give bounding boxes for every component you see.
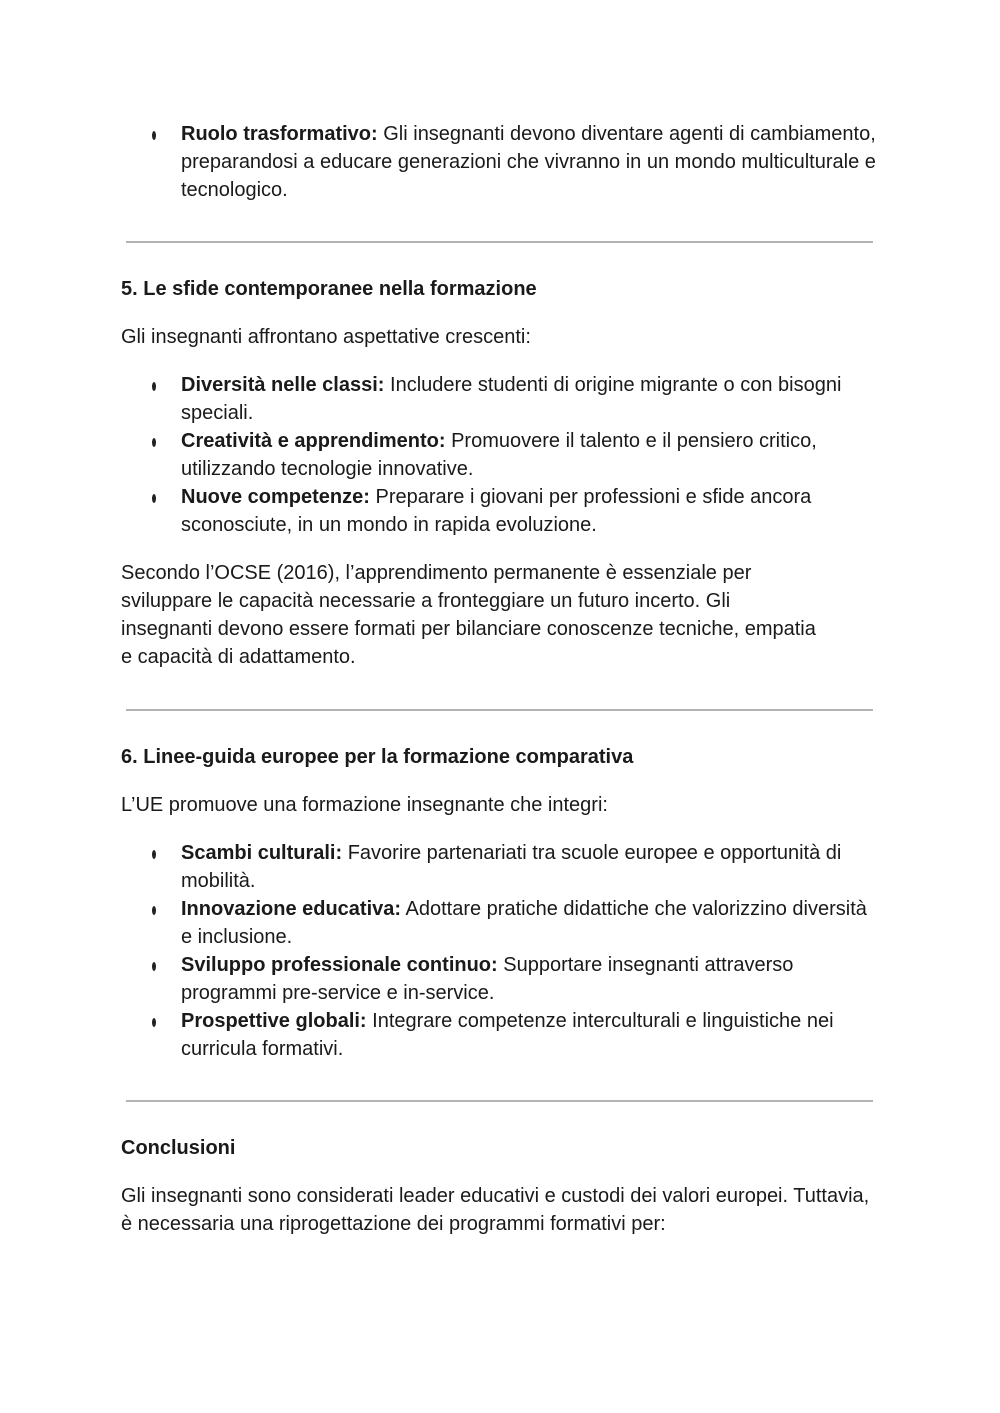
item-text: Gli insegnanti devono diventare agenti di cambiamento, preparandosi a educare generazioni che vivranno in un mondo multiculturale e tecnologico.: [181, 123, 876, 201]
section-intro: Gli insegnanti affrontano aspettative crescenti:: [121, 326, 531, 348]
top-bullet-list: [121, 120, 881, 204]
list-item: [121, 951, 881, 1007]
section-heading: Conclusioni: [121, 1137, 236, 1159]
section-divider: [126, 709, 873, 711]
list-item: [121, 427, 881, 483]
item-lead: Nuove competenze:: [181, 486, 370, 508]
list-item: [121, 483, 881, 539]
section-divider: [126, 1100, 873, 1102]
bullet-icon: [152, 962, 156, 971]
section-paragraph: Gli insegnanti sono considerati leader educativi e custodi dei valori europei. Tuttavia, è necessaria una riprogettazione dei programmi formativi per:: [121, 1185, 870, 1235]
section-heading: 5. Le sfide contemporanee nella formazione: [121, 278, 537, 300]
list-item: [121, 895, 881, 951]
bullet-icon: [152, 382, 156, 391]
item-text: Promuovere il talento e il pensiero critico, utilizzando tecnologie innovative.: [181, 430, 817, 480]
item-text: Supportare insegnanti attraverso programmi pre-service e in-service.: [181, 954, 794, 1004]
item-text: Integrare competenze interculturali e linguistiche nei curricula formativi.: [181, 1010, 834, 1060]
section-divider: [126, 241, 873, 243]
item-lead: Creatività e apprendimento:: [181, 430, 446, 452]
section-5: [121, 275, 881, 671]
list-item: [121, 1007, 881, 1063]
item-lead: Diversità nelle classi:: [181, 374, 385, 396]
item-text: Preparare i giovani per professioni e sfide ancora sconosciute, in un mondo in rapida evoluzione.: [181, 486, 812, 536]
item-text: Includere studenti di origine migrante o con bisogni speciali.: [181, 374, 842, 424]
item-lead: Ruolo trasformativo:: [181, 123, 378, 145]
section-6: [121, 743, 881, 1063]
bullet-icon: [152, 906, 156, 915]
section-paragraph: Secondo l’OCSE (2016), l’apprendimento permanente è essenziale per sviluppare le capacità necessarie a fronteggiare un futuro incerto. Gli insegnanti devono essere formati per bilanciare conoscenze tecniche, empatia e capacità di adattamento.: [121, 562, 816, 668]
item-lead: Innovazione educativa:: [181, 898, 402, 920]
bullet-icon: [152, 131, 156, 140]
item-text: Adottare pratiche didattiche che valorizzino diversità e inclusione.: [181, 898, 867, 948]
conclusions-section: [121, 1134, 881, 1238]
bullet-icon: [152, 438, 156, 447]
bullet-icon: [152, 494, 156, 503]
top-list-block: [121, 120, 881, 204]
item-lead: Sviluppo professionale continuo:: [181, 954, 498, 976]
list-item: [121, 839, 881, 895]
list-item: [121, 371, 881, 427]
list-item: [121, 120, 881, 204]
item-lead: Scambi culturali:: [181, 842, 343, 864]
bullet-icon: [152, 850, 156, 859]
section-intro: L’UE promuove una formazione insegnante che integri:: [121, 794, 608, 816]
section-5-bullet-list: [121, 371, 881, 539]
section-6-bullet-list: [121, 839, 881, 1063]
section-heading: 6. Linee-guida europee per la formazione comparativa: [121, 746, 634, 768]
bullet-icon: [152, 1018, 156, 1027]
item-text: Favorire partenariati tra scuole europee e opportunità di mobilità.: [181, 842, 842, 892]
item-lead: Prospettive globali:: [181, 1010, 367, 1032]
